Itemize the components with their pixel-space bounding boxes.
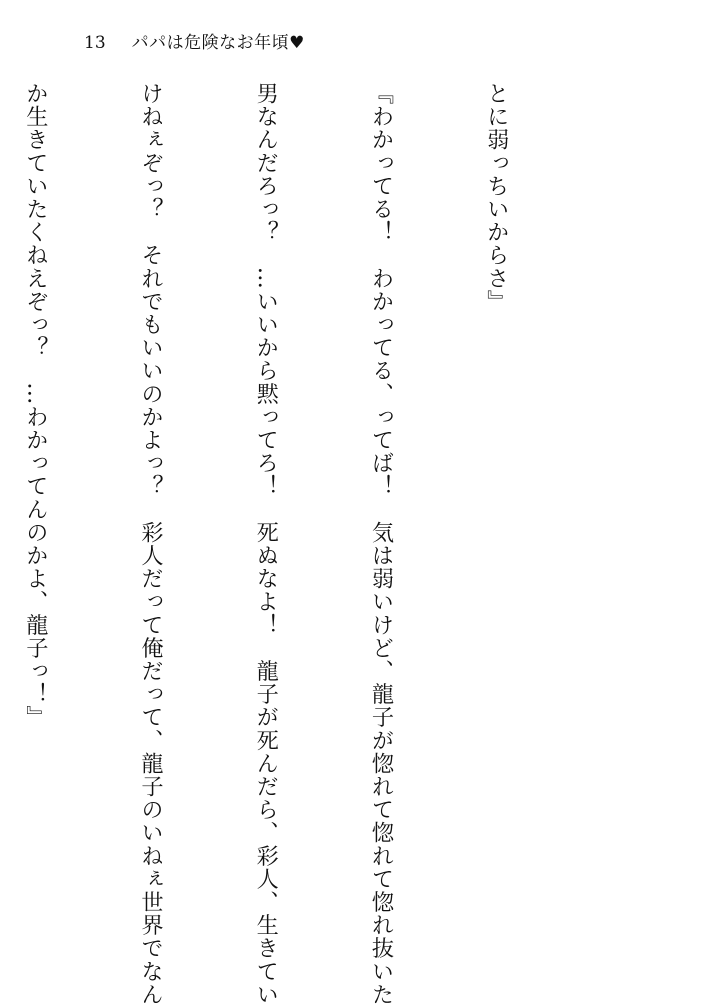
running-title: パパは危険なお年頃♥ [131, 33, 305, 53]
text-line: 男なんだろっ？ …いいから黙ってろ！ 死ぬなよ！ 龍子が死んだら、彩人、生きてい [252, 82, 279, 1006]
running-header [84, 30, 305, 56]
text-line: か生きていたくねえぞっ？ …わかってんのかよ、龍子っ！』 [22, 82, 49, 729]
vertical-body-text [22, 82, 592, 1006]
text-line: けねぇぞっ？ それでもいいのかよっ？ 彩人だって俺だって、龍子のいねぇ世界でなん [137, 82, 164, 1006]
text-line: とに弱っちいからさ』 [483, 82, 510, 313]
page-number: 13 [84, 33, 106, 53]
text-line: 『わかってる！ わかってる、ってば！ 気は弱いけど、龍子が惚れて惚れて惚れ抜いた [367, 82, 394, 1006]
